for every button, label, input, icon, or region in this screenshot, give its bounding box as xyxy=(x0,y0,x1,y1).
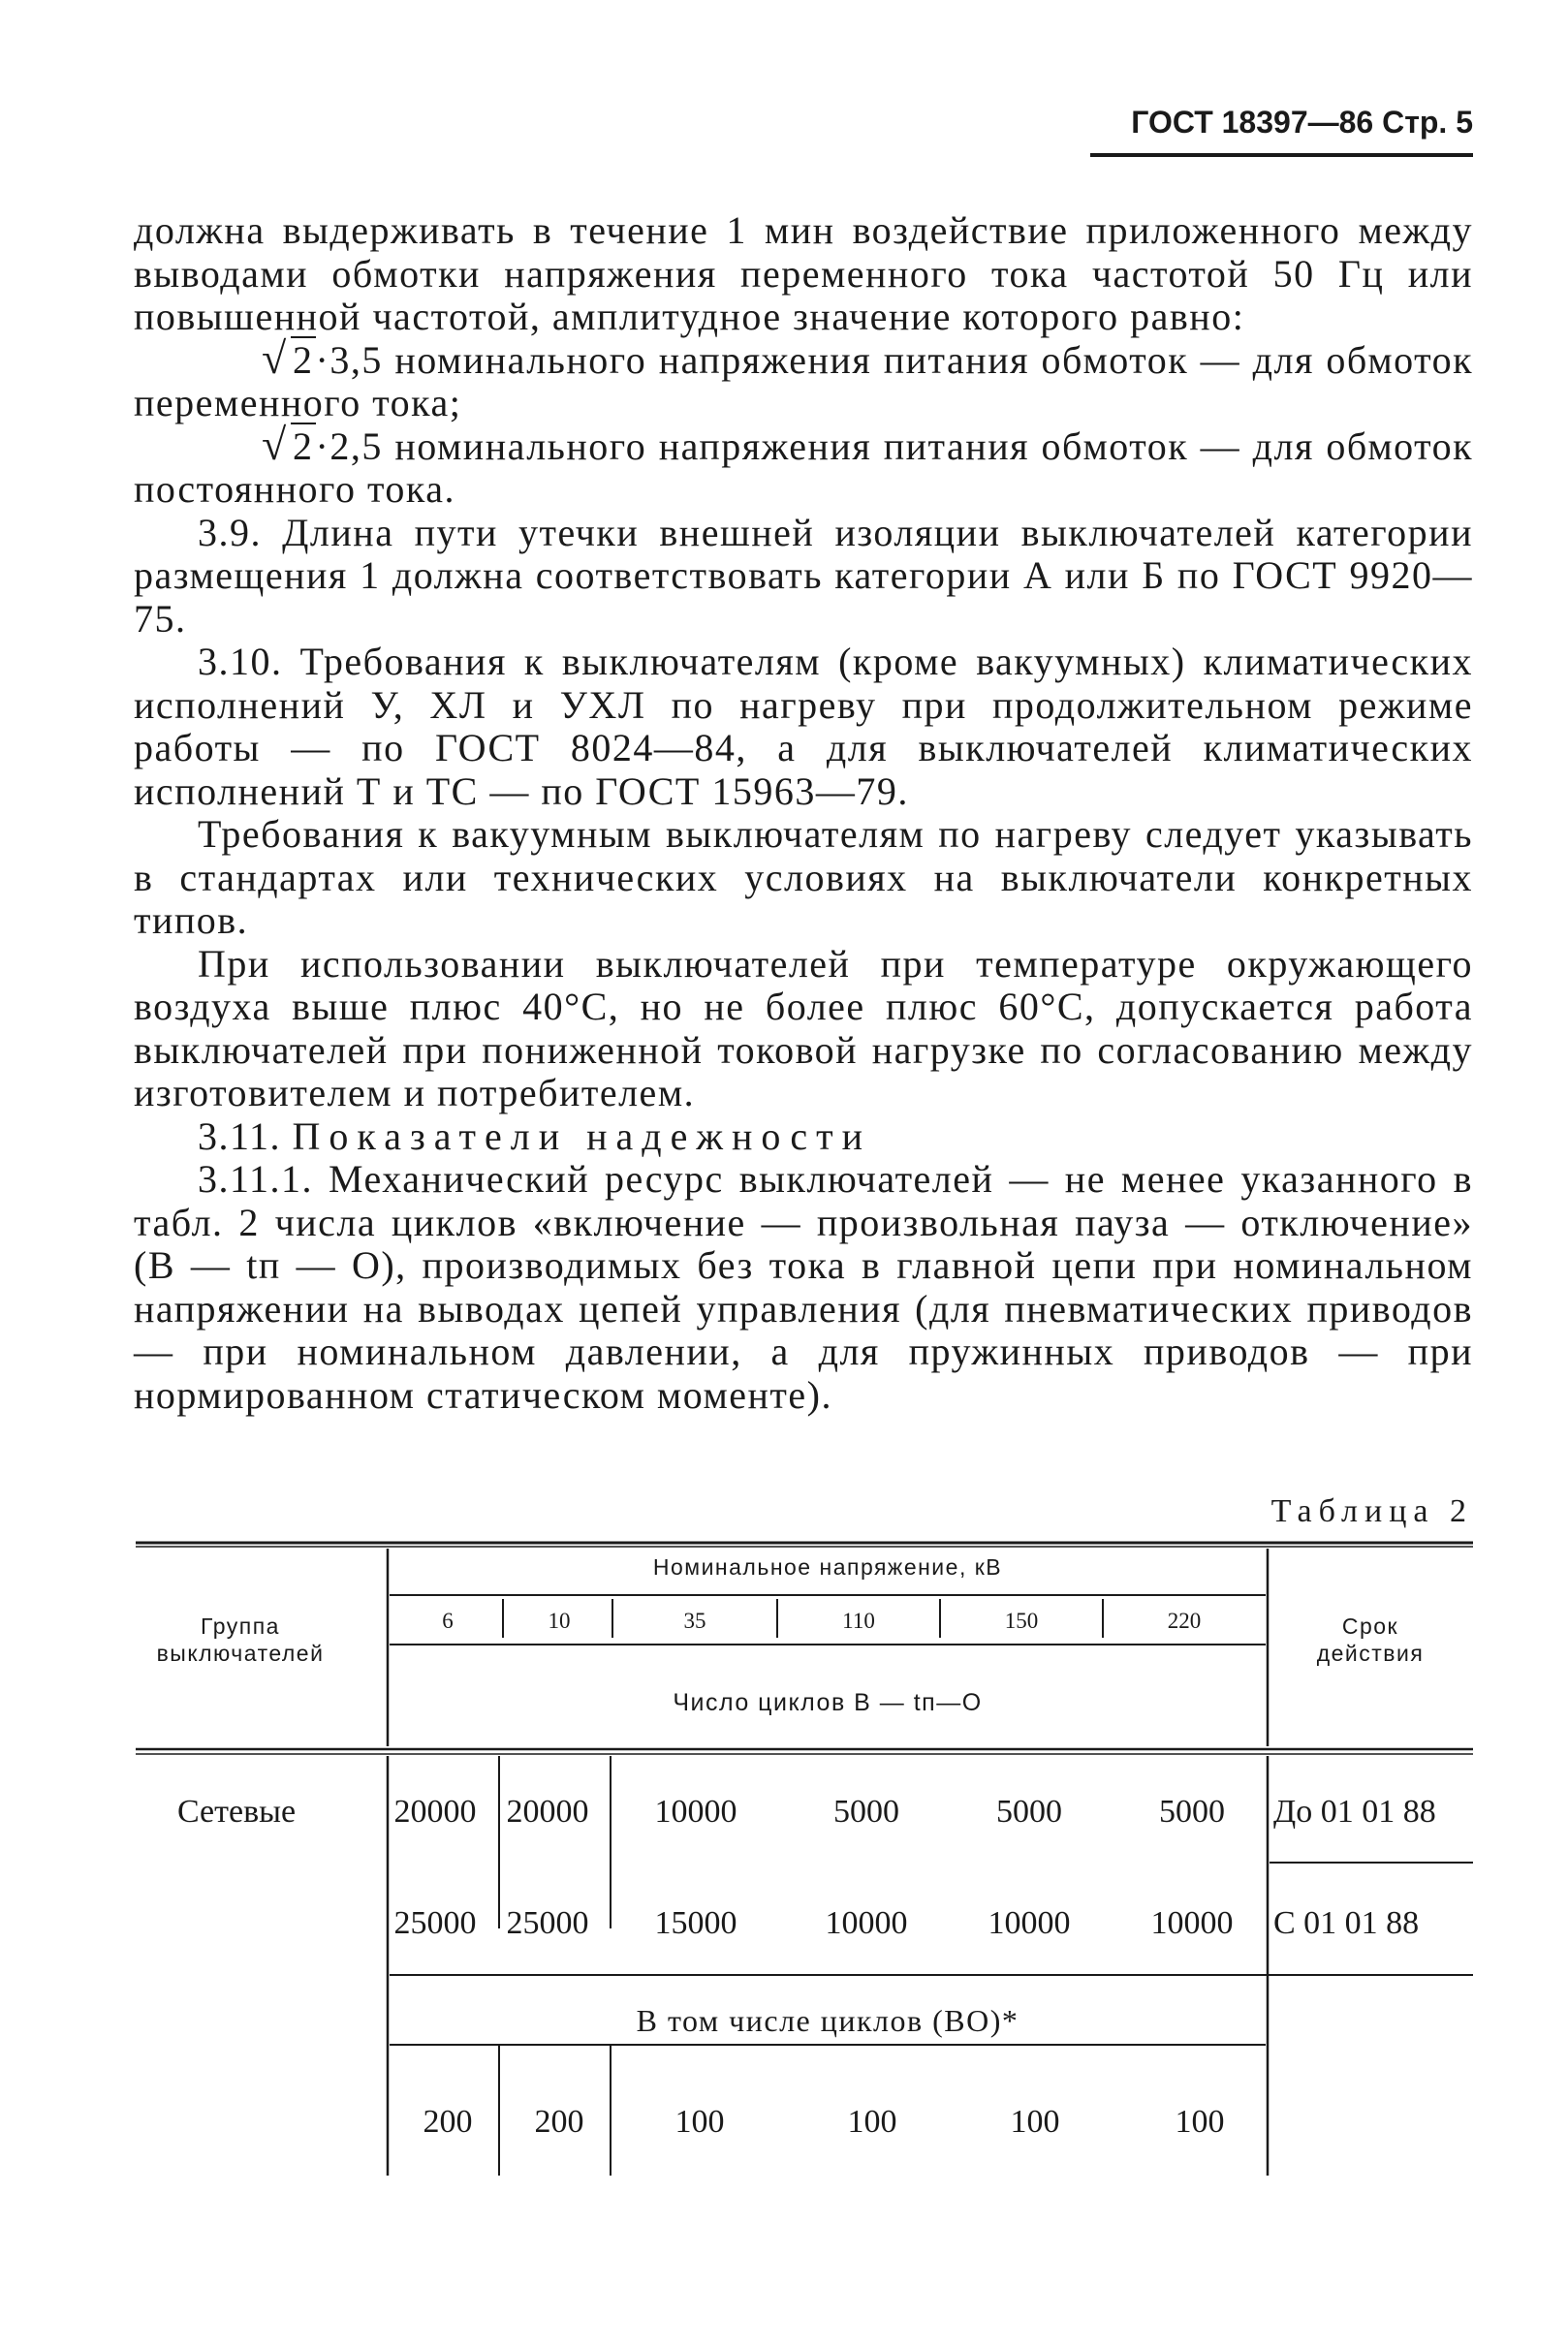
cell: 25000 xyxy=(393,1905,477,1941)
cell: 10000 xyxy=(825,1905,908,1941)
paragraph-formula-dc: √ 2·2,5 номинального напряжения питания обмоток — для обмоток постоянного тока. xyxy=(134,425,1473,512)
table-row xyxy=(394,1794,1436,1830)
term-cell: С 01 01 88 xyxy=(1273,1905,1420,1941)
voltage-label: 35 xyxy=(683,1609,706,1633)
voltage-label: 6 xyxy=(442,1609,454,1633)
cell: 200 xyxy=(423,2104,473,2140)
cell: 10000 xyxy=(1150,1905,1234,1941)
paragraph-3-11-1: 3.11.1. Механический ресурс выключателей — не менее указанного в табл. 2 числа циклов «включение — произвольная пауза — отключение» (В — tп — О), производимых без тока в главной цепи при номинальном напряжении на выводах цепей управления (для пневматических приводов — при номинальном давлении, а для пружинных приводов — при нормированном статическом моменте). xyxy=(134,1157,1473,1417)
cell: 10000 xyxy=(988,1905,1071,1941)
voltage-header: Номинальное напряжение, кВ xyxy=(652,1554,1003,1580)
cell: 5000 xyxy=(996,1794,1062,1830)
cell: 10000 xyxy=(654,1794,737,1830)
cell: 20000 xyxy=(506,1794,589,1830)
sqrt-symbol: √ 2 xyxy=(198,339,316,383)
section-3-11-title: 3.11. Показатели надежности xyxy=(198,1113,872,1158)
col-term-header: Срок действия xyxy=(1316,1614,1425,1666)
voltage-label: 110 xyxy=(842,1609,875,1633)
voltage-label: 10 xyxy=(548,1609,571,1633)
cell: 100 xyxy=(674,2104,725,2140)
cell: 100 xyxy=(1175,2104,1225,2140)
cell: 100 xyxy=(847,2104,897,2140)
cell: 5000 xyxy=(1159,1794,1225,1830)
table-caption: Таблица 2 xyxy=(1270,1493,1473,1529)
sqrt-symbol: √ 2 xyxy=(198,425,316,469)
cell: 15000 xyxy=(654,1905,737,1941)
voltage-labels xyxy=(442,1609,1201,1633)
page-header: ГОСТ 18397—86 Стр. 5 xyxy=(1131,105,1473,140)
cell: 100 xyxy=(1010,2104,1060,2140)
table-row xyxy=(423,2104,1225,2140)
paragraph-continuation: должна выдерживать в течение 1 мин воздействие приложенного между выводами обмотки напряжения переменного тока частотой 50 Гц или повышенной частотой, амплитудное значение которого равно: xyxy=(134,208,1473,338)
cell: 5000 xyxy=(833,1794,899,1830)
paragraph-formula-ac: √ 2·3,5 номинального напряжения питания обмоток — для обмоток переменного тока; xyxy=(134,339,1473,425)
cell: 200 xyxy=(534,2104,584,2140)
paragraph-temperature: При использовании выключателей при температуре окружающего воздуха выше плюс 40°С, но не более плюс 60°С, допускается работа выключателей при пониженной токовой нагрузке по согласованию между изготовителем и потребителем. xyxy=(134,941,1473,1114)
term-cell: До 01 01 88 xyxy=(1273,1794,1436,1830)
voltage-label: 150 xyxy=(1004,1609,1039,1633)
paragraph-3-9: 3.9. Длина пути утечки внешней изоляции выключателей категории размещения 1 должна соответствовать категории А или Б по ГОСТ 9920—75. xyxy=(134,510,1473,641)
paragraph-3-10: 3.10. Требования к выключателям (кроме вакуумных) климатических исполнений У, ХЛ и УХЛ по нагреву при продолжительном режиме работы — по ГОСТ 8024—84, а для выключателей климатических исполнений Т и ТС — по ГОСТ 15963—79. xyxy=(134,640,1473,813)
cell: 25000 xyxy=(506,1905,589,1941)
subheader: В том числе циклов (ВО)* xyxy=(636,2003,1019,2038)
cell: 20000 xyxy=(393,1794,477,1830)
table-row xyxy=(394,1905,1420,1941)
paragraph-vacuum: Требования к вакуумным выключателям по нагреву следует указывать в стандартах или технических условиях на выключатели конкретных типов. xyxy=(134,812,1473,942)
cycles-header: Число циклов В — tп—О xyxy=(673,1689,983,1716)
col-group-header: Группа выключателей xyxy=(156,1614,325,1666)
group-name: Сетевые xyxy=(176,1794,297,1830)
voltage-label: 220 xyxy=(1167,1609,1202,1633)
